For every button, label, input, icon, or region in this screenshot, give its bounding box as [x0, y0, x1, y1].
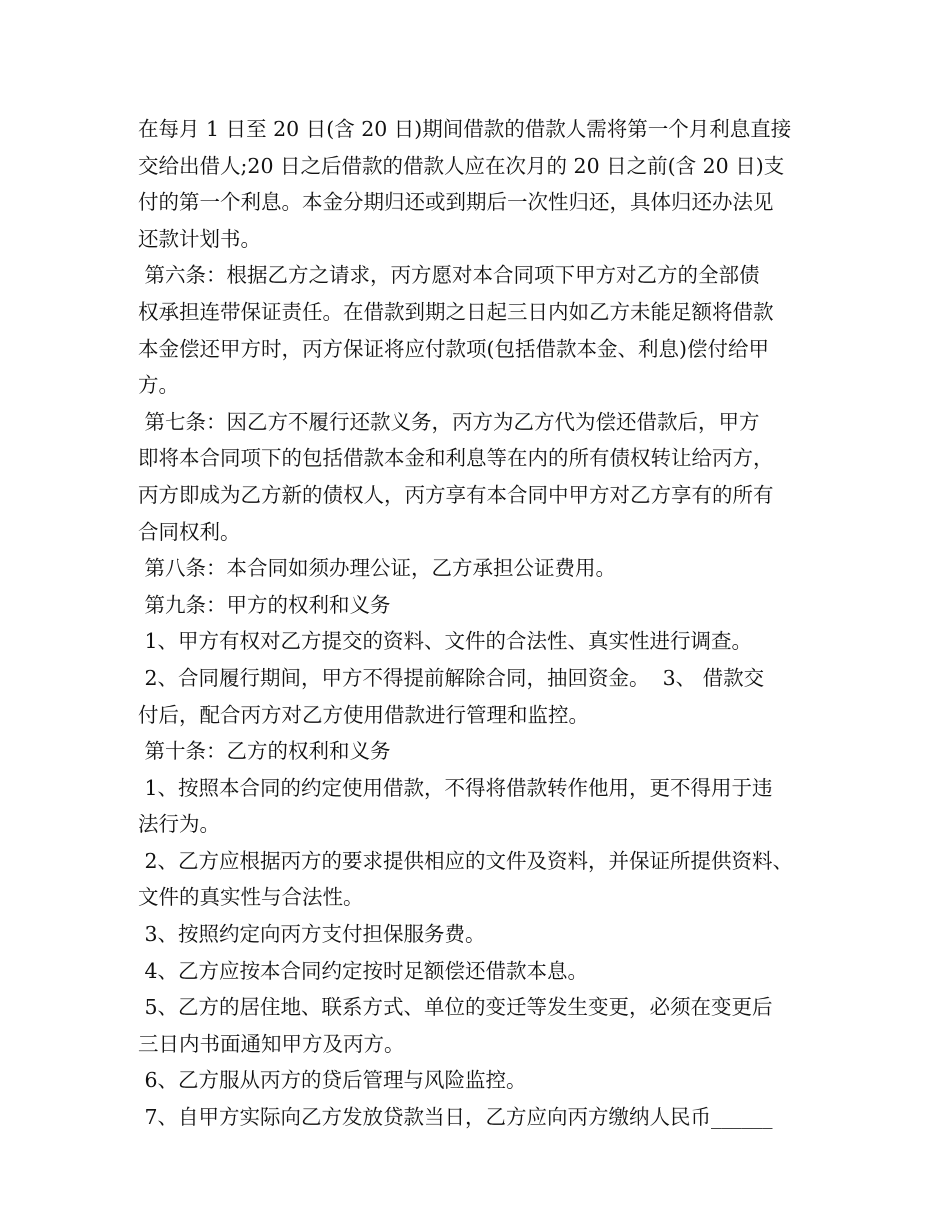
text-line: 即将本合同项下的包括借款本金和利息等在内的所有债权转让给丙方， — [138, 446, 774, 471]
text-line: 合同权利。 — [138, 519, 241, 544]
list-item: 6、乙方服从丙方的贷后管理与风险监控。 — [138, 1068, 527, 1093]
list-item: 1、按照本合同的约定使用借款，不得将借款转作他用，更不得用于违 — [138, 775, 773, 800]
text-line: 付后，配合丙方对乙方使用借款进行管理和监控。 — [138, 702, 589, 727]
text-line: 交给出借人;20 日之后借款的借款人应在次月的 20 日之前(含 20 日)支 — [138, 153, 785, 178]
text-line: 文件的真实性与合法性。 — [138, 885, 364, 910]
list-item: 2、乙方应根据丙方的要求提供相应的文件及资料，并保证所提供资料、 — [138, 848, 794, 873]
article-9-heading: 第九条：甲方的权利和义务 — [138, 592, 391, 617]
text-line: 付的第一个利息。本金分期归还或到期后一次性归还，具体归还办法见 — [138, 190, 774, 215]
list-item: 2、合同履行期间，甲方不得提前解除合同，抽回资金。 3、 借款交 — [138, 665, 765, 690]
article-6-heading-line: 第六条：根据乙方之请求，丙方愿对本合同项下甲方对乙方的全部债 — [138, 263, 760, 288]
list-item: 1、甲方有权对乙方提交的资料、文件的合法性、真实性进行调查。 — [138, 629, 753, 654]
text-line: 三日内书面通知甲方及丙方。 — [138, 1031, 405, 1056]
text-line: 丙方即成为乙方新的债权人，丙方享有本合同中甲方对乙方享有的所有 — [138, 482, 774, 507]
list-item: 4、乙方应按本合同约定按时足额偿还借款本息。 — [138, 958, 589, 983]
list-item: 3、按照约定向丙方支付担保服务费。 — [138, 922, 486, 947]
list-item: 7、自甲方实际向乙方发放贷款当日，乙方应向丙方缴纳人民币______ — [138, 1105, 773, 1130]
article-8-line: 第八条：本合同如须办理公证，乙方承担公证费用。 — [138, 556, 617, 581]
article-7-heading-line: 第七条：因乙方不履行还款义务，丙方为乙方代为偿还借款后，甲方 — [138, 409, 760, 434]
text-line: 方。 — [138, 373, 179, 398]
text-line: 本金偿还甲方时，丙方保证将应付款项(包括借款本金、利息)偿付给甲 — [138, 336, 769, 361]
article-10-heading: 第十条：乙方的权利和义务 — [138, 739, 391, 764]
text-line: 权承担连带保证责任。在借款到期之日起三日内如乙方未能足额将借款 — [138, 299, 774, 324]
text-line: 还款计划书。 — [138, 226, 261, 251]
text-line: 法行为。 — [138, 812, 220, 837]
document-body — [138, 111, 818, 1136]
list-item: 5、乙方的居住地、联系方式、单位的变迁等发生变更，必须在变更后 — [138, 995, 773, 1020]
text-line: 在每月 1 日至 20 日(含 20 日)期间借款的借款人需将第一个月利息直接 — [138, 117, 792, 141]
